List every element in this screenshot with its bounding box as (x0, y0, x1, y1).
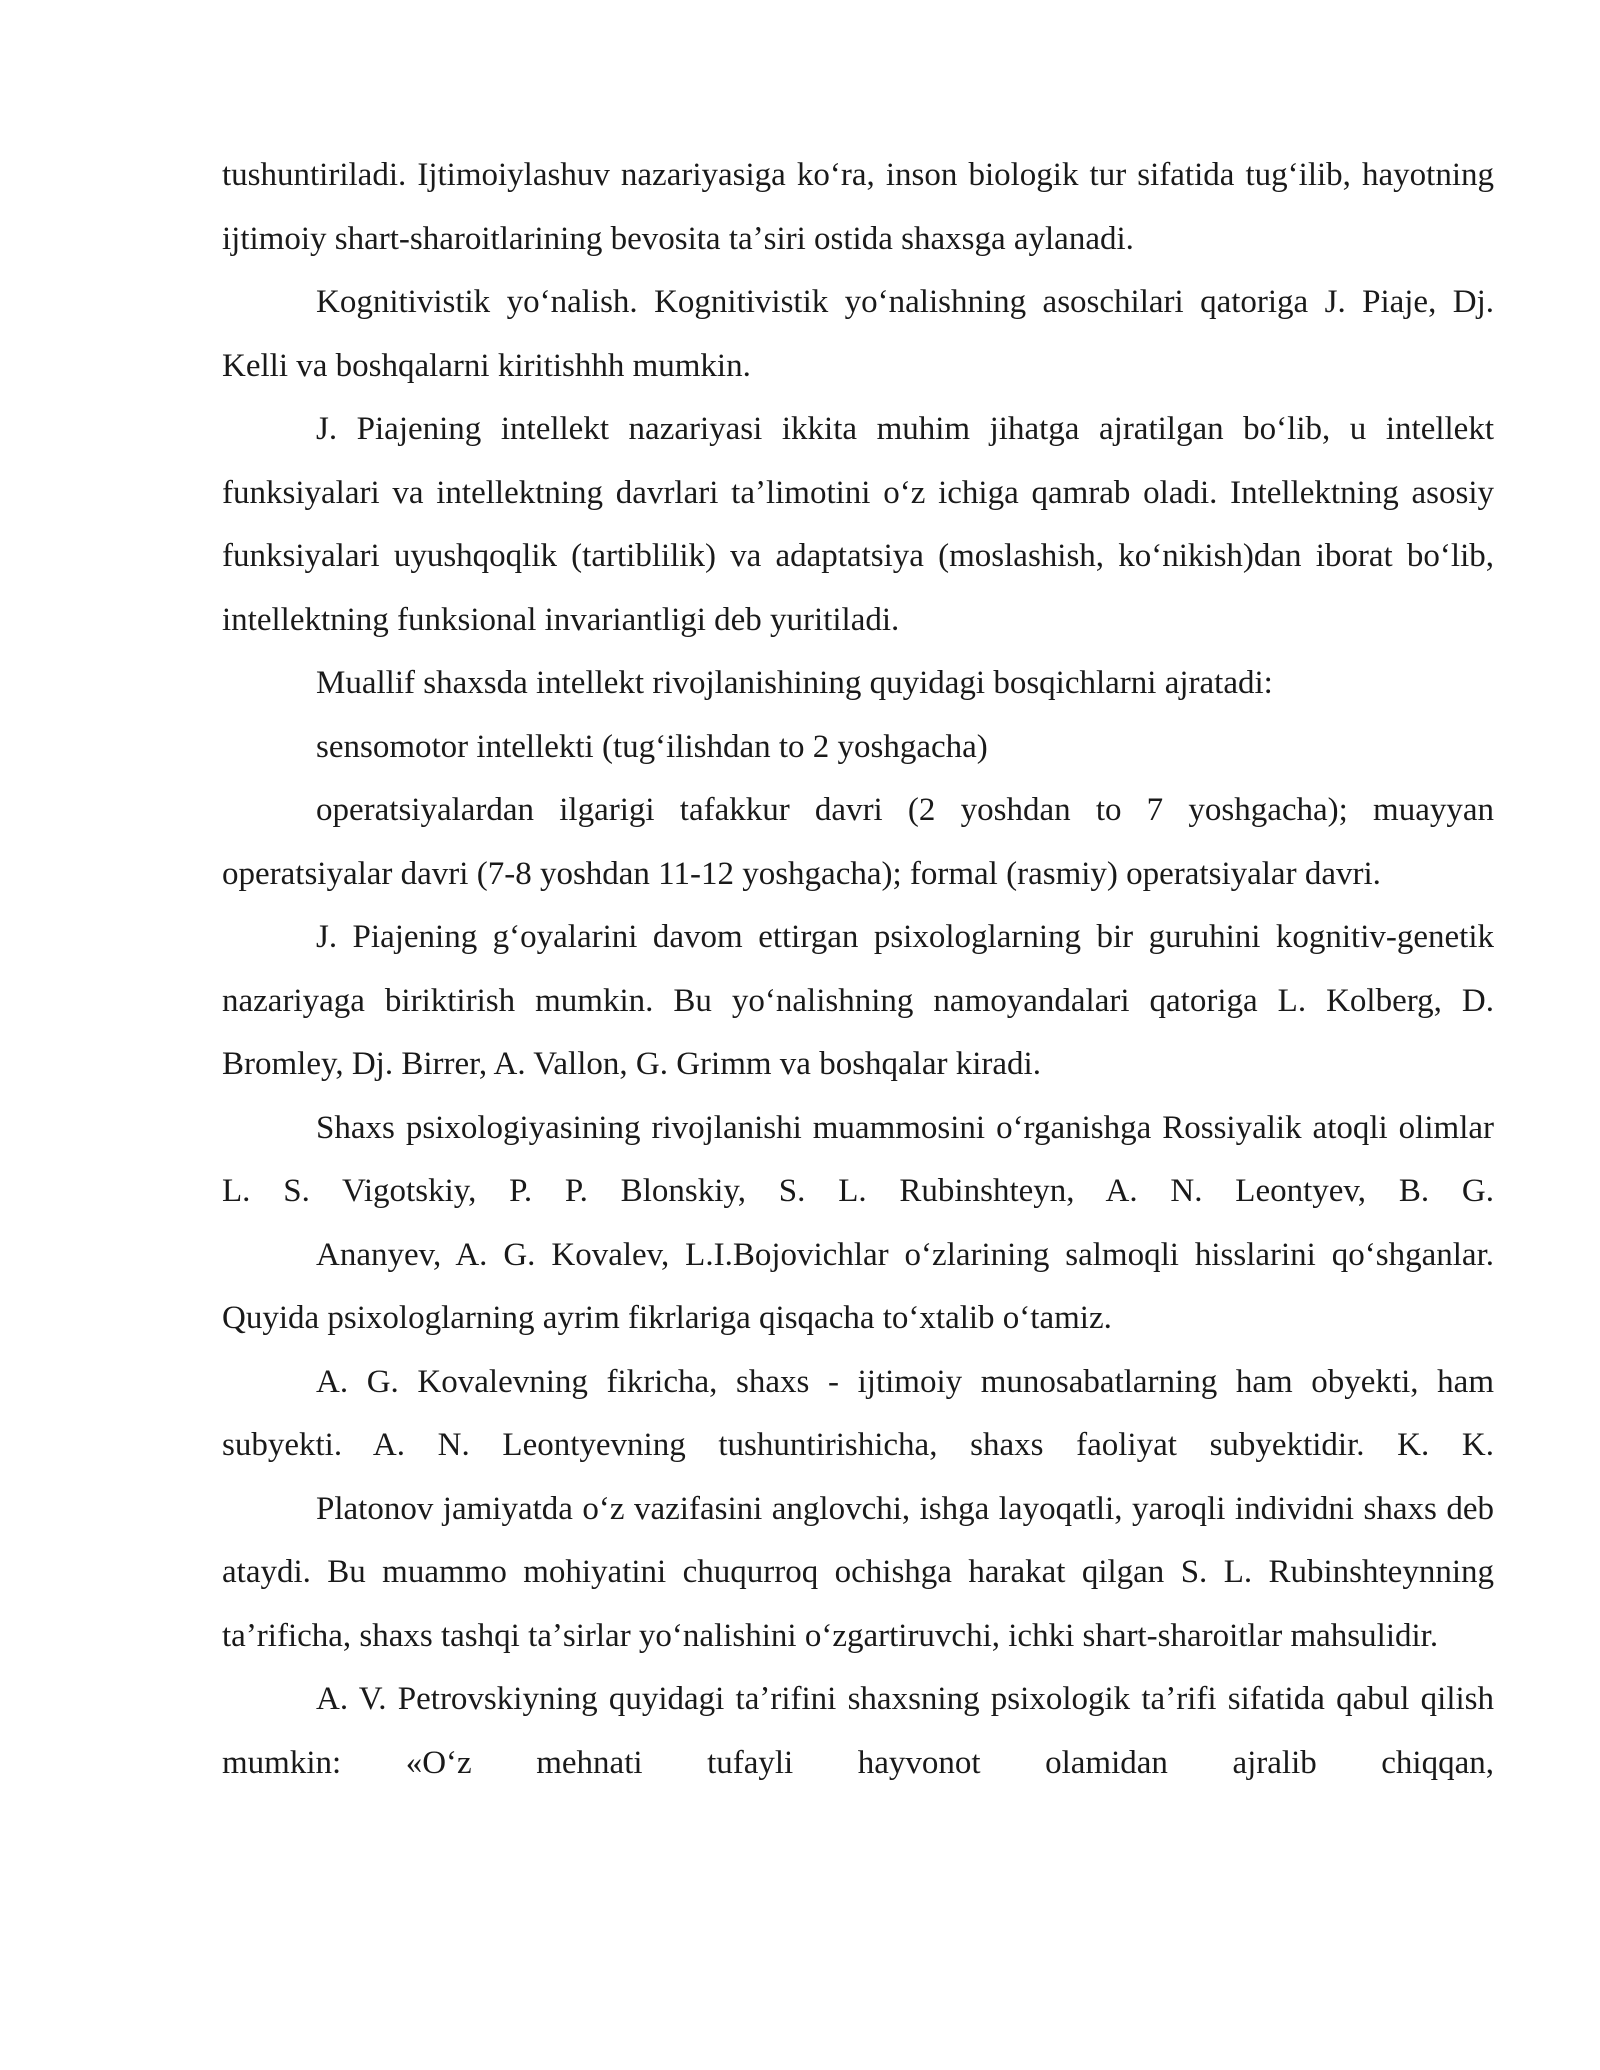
paragraph-10: A. G. Kovalevning fikricha, shaxs - ijtimoiy munosabatlarning ham obyekti, ham subyekti. A. N. Leontyevning tushuntirishicha, shaxs faoliyat subyektidir. K. K. (222, 1363, 1494, 1463)
paragraph-7: J. Piajening gʻoyalarini davom ettirgan psixologlarning bir guruhini kognitiv-genetik nazariyaga biriktirish mumkin. Bu yoʻnalishning namoyandalari qatoriga L. Kolberg, D. Bromley, Dj. Birrer, A. Vallon, G. Grimm va boshqalar kiradi. (222, 919, 1494, 1082)
paragraph-4: Muallif shaxsda intellekt rivojlanishining quyidagi bosqichlarni ajratadi: (316, 665, 1273, 701)
paragraph-8: Shaxs psixologiyasining rivojlanishi muammosini oʻrganishga Rossiyalik atoqli olimlar L. S. Vigotskiy, P. P. Blonskiy, S. L. Rubinshteyn, A. N. Leontyev, B. G. (222, 1109, 1494, 1209)
paragraph-2: Kognitivistik yoʻnalish. Kognitivistik yoʻnalishning asoschilari qatoriga J. Piaje, Dj. Kelli va boshqalarni kiritishhh mumkin. (222, 284, 1494, 384)
paragraph-1: tushuntiriladi. Ijtimoiylashuv nazariyasiga koʻra, inson biologik tur sifatida tugʻilib, hayotning ijtimoiy shart-sharoitlarining bevosita taʼsiri ostida shaxsga aylanadi. (222, 157, 1494, 257)
paragraph-5: sensomotor intellekti (tugʻilishdan to 2 yoshgacha) (316, 728, 988, 765)
paragraph-6: operatsiyalardan ilgarigi tafakkur davri (2 yoshdan to 7 yoshgacha); muayyan operatsiyalar davri (7-8 yoshdan 11-12 yoshgacha); formal (rasmiy) operatsiyalar davri. (222, 792, 1494, 892)
paragraph-11: Platonov jamiyatda oʻz vazifasini anglovchi, ishga layoqatli, yaroqli individni shaxs deb ataydi. Bu muammo mohiyatini chuqurroq ochishga harakat qilgan S. L. Rubinshteynning taʼrificha, shaxs tashqi taʼsirlar yoʻnalishini oʻzgartiruvchi, ichki shart-sharoitlar mahsulidir. (222, 1490, 1494, 1654)
paragraph-3: J. Piajening intellekt nazariyasi ikkita muhim jihatga ajratilgan boʻlib, u intellekt funksiyalari va intellektning davrlari taʼlimotini oʻz ichiga qamrab oladi. Intellektning asosiy funksiyalari uyushqoqlik (tartiblilik) va adaptatsiya (moslashish, koʻnikish)dan iborat boʻlib, intellektning funksional invariantligi deb yuritiladi. (222, 411, 1494, 638)
paragraph-9: Ananyev, A. G. Kovalev, L.I.Bojovichlar oʻzlarining salmoqli hisslarini qoʻshganlar. Quyida psixologlarning ayrim fikrlariga qisqacha toʻxtalib oʻtamiz. (222, 1236, 1494, 1336)
paragraph-12: A. V. Petrovskiyning quyidagi taʼrifini shaxsning psixologik taʼrifi sifatida qabul qilish mumkin: «Oʻz mehnati tufayli hayvonot olamidan ajralib chiqqan, (222, 1681, 1494, 1781)
body-text (222, 144, 1494, 1795)
